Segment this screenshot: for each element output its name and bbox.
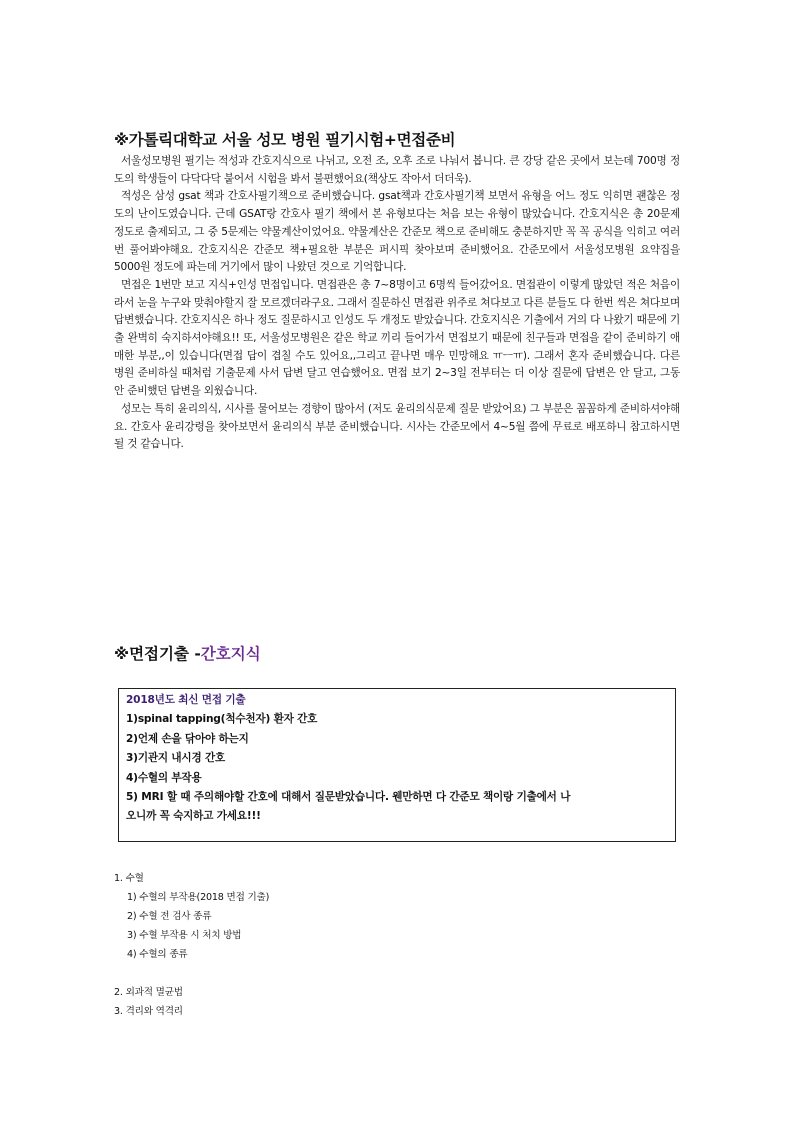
question-item: 2)언제 손을 닦아야 하는지 (126, 732, 249, 745)
question-item: 4)수혈의 부작용 (126, 771, 202, 784)
paragraph-exam-overview: 서울성모병원 필기는 적성과 간호지식으로 나뉘고, 오전 조, 오후 조로 나눠서 봅니다. 큰 강당 같은 곳에서 보는데 700명 정도의 학생들이 다닥다닥 붙어서 시험을 봐서 불편했어요(책상도 작아서 더더욱). (114, 155, 680, 185)
topic-outline (114, 869, 674, 1021)
outline-item-transfusion: 1. 수혈 (114, 873, 144, 884)
outline-subitem: 3) 수혈 부작용 시 처치 방법 (127, 930, 242, 941)
outline-item-sterilization: 2. 외과적 멸균법 (114, 987, 183, 998)
interview-question-box (118, 688, 676, 842)
paragraph-aptitude: 적성은 삼성 gsat 책과 간호사필기책으로 준비했습니다. gsat책과 간호사필기책 보면서 유형을 어느 정도 익히면 괜찮은 정도의 난이도였습니다. 근데 GSAT랑 간호사 필기 책에서 본 유형보다는 처음 보는 유형이 많았습니다. 간호지식은 총 20문제 정도로 출제되고, 그 중 5문제는 약물계산이었어요. 약물계산은 간준모 책으로 준비해도 충분하지만 꼭 꼭 공식을 익히고 여러 번 풀어봐야해요. 간호지식은 간준모 책+필요한 부분은 퍼시픽 찾아보며 준비했어요. 간준모에서 서울성모병원 요약집을 5000원 정도에 파는데 거기에서 많이 나왔던 것으로 기억합니다. (114, 190, 680, 274)
question-item: 3)기관지 내시경 간호 (126, 752, 226, 765)
paragraph-interview: 면접은 1번만 보고 지식+인성 면접입니다. 면접관은 총 7~8명이고 6명씩 들어갔어요. 면접관이 이렇게 많았던 적은 처음이라서 눈을 누구와 맞춰야할지 잘 모르겠더라구요. 그래서 질문하신 면접관 위주로 쳐다보고 다른 분들도 다 한번 씩은 쳐다보며 답변했습니다. 간호지식은 하나 정도 질문하시고 인성도 두 개정도 받았습니다. 간호지식은 기출에서 거의 다 나왔기 때문에 기출 완벽히 숙지하셔야해요!! 또, 서울성모병원은 같은 학교 끼리 들어가서 면접보기 때문에 친구들과 면접을 같이 준비하기 애매한 부분,,이 있습니다(면접 답이 겹칠 수도 있어요,,그리고 끝나면 매우 민망해요 ㅠㅡㅠ). 그래서 혼자 준비했습니다. 다른 병원 준비하실 때처럼 기출문제 사서 답변 달고 연습했어요. 면접 보기 2~3일 전부터는 더 이상 질문에 답변은 안 달고, 그동안 준비했던 답변을 외웠습니다. (114, 278, 680, 398)
question-item: 오니까 꼭 숙지하고 가세요!!! (126, 810, 261, 823)
section-title-prefix: ※면접기출 - (114, 645, 201, 663)
body-text (114, 153, 680, 454)
question-item: 1)spinal tapping(척수천자) 환자 간호 (126, 713, 318, 726)
outline-subitem: 1) 수혈의 부작용(2018 면접 기출) (127, 892, 270, 903)
section-title (114, 643, 514, 665)
outline-spacer (114, 964, 674, 983)
page-title: ※가톨릭대학교 서울 성모 병원 필기시험+면접준비 (114, 131, 456, 149)
question-box-title: 2018년도 최신 면접 기출 (126, 694, 246, 706)
outline-item-isolation: 3. 격리와 역격리 (114, 1006, 183, 1017)
outline-subitem: 4) 수혈의 종류 (127, 949, 188, 960)
section-title-accent: 간호지식 (200, 645, 261, 663)
question-item: 5) MRI 할 때 주의해야할 간호에 대해서 질문받았습니다. 웬만하면 다 간준모 책이랑 기출에서 나 (126, 791, 571, 804)
outline-subitem: 2) 수혈 전 검사 종류 (127, 911, 212, 922)
paragraph-ethics: 성모는 특히 윤리의식, 시사를 물어보는 경향이 많아서 (저도 윤리의식문제 질문 받았어요) 그 부분은 꼼꼼하게 준비하셔야해요. 간호사 윤리강령을 찾아보면서 윤리의식 부분 준비했습니다. 시사는 간준모에서 4~5월 쯤에 무료로 배포하니 참고하시면 될 것 같습니다. (114, 402, 680, 451)
